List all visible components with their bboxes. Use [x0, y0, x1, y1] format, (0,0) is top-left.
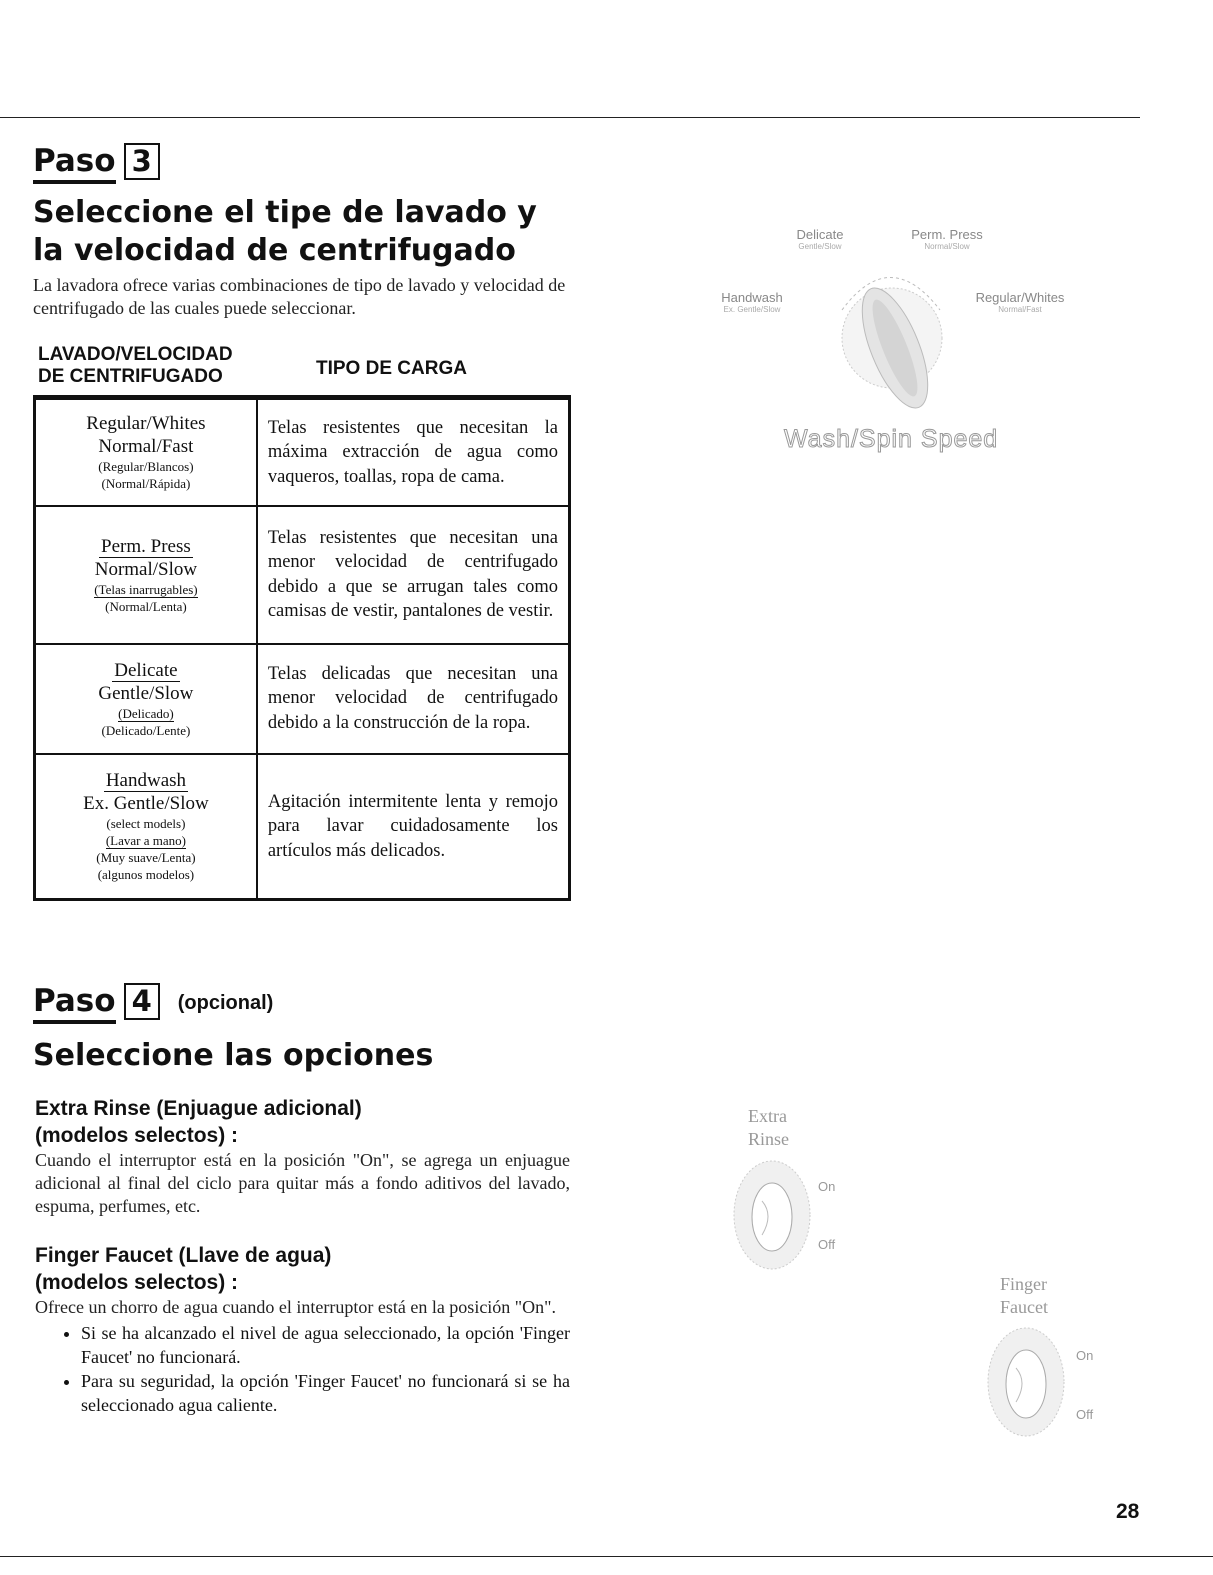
dial-label-handwash [702, 291, 802, 314]
cycle-translation: (Lavar a mano) [105, 833, 186, 849]
step3-intro: La lavadora ofrece varias combinaciones de tipo de lavado y velocidad de centrifugado de las cuales puede seleccionar. [33, 275, 566, 318]
step4-heading [33, 983, 273, 1024]
dial-delicate-sub: Gentle/Slow [798, 242, 842, 251]
step4-number-box: 4 [124, 983, 160, 1020]
dial-regular-sub: Normal/Fast [998, 305, 1042, 314]
finger-faucet-switch-label [1000, 1273, 1048, 1319]
extra-rinse-section [35, 1095, 570, 1218]
cycle-models-note: (select models) [106, 816, 186, 832]
cycle-translation: (Regular/Blancos) [98, 459, 194, 475]
bottom-rule [0, 1556, 1213, 1557]
table-row [35, 754, 570, 900]
finger-faucet-bullets [35, 1321, 570, 1417]
step3-title [33, 194, 593, 270]
table-row [35, 644, 570, 754]
dial-regular-text: Regular/Whites [975, 290, 1065, 305]
finger-faucet-label-l1: Finger [1000, 1274, 1047, 1294]
finger-faucet-on-label: On [1076, 1348, 1094, 1363]
extra-rinse-heading: Extra Rinse (Enjuague adicional) [35, 1097, 362, 1120]
extra-rinse-switch-icon[interactable] [728, 1155, 818, 1275]
cycle-translation: (Telas inarrugables) [94, 581, 198, 597]
extra-rinse-on-label: On [818, 1179, 836, 1194]
cycle-translation: (Delicado) [118, 705, 174, 721]
finger-faucet-subheading: (modelos selectos) : [35, 1271, 239, 1294]
step3-paso-label: Paso [33, 143, 116, 184]
cycle-speed: Normal/Slow [94, 558, 198, 580]
cycle-name: Handwash [105, 770, 187, 792]
step3-heading [33, 143, 160, 184]
cycle-speed-translation: (Normal/Lenta) [105, 598, 187, 614]
cycle-cell [35, 644, 257, 754]
extra-rinse-body: Cuando el interruptor está en la posición "On", se agrega un enjuague adicional al final del ciclo para quitar más a fondo aditivos del lavado, espuma, perfumes, etc. [35, 1150, 570, 1216]
cycle-cell [35, 754, 257, 900]
step3-title-line1: Seleccione el tipe de lavado y [33, 195, 537, 230]
load-description: Telas resistentes que necesitan la máxima extracción de agua como vaqueros, toallas, ropa de cama. [257, 398, 570, 506]
finger-faucet-label-l2: Faucet [1000, 1297, 1048, 1317]
list-item: • Para su seguridad, la opción 'Finger Faucet' no funcionará si se ha seleccionado agua caliente. [81, 1369, 570, 1417]
col-head-wash-line1: LAVADO/VELOCIDAD [38, 344, 233, 365]
dial-handwash-sub: Ex. Gentle/Slow [723, 305, 781, 314]
cycle-speed: Ex. Gentle/Slow [83, 793, 209, 815]
table-row [35, 506, 570, 644]
cycle-speed-translation: (Normal/Rápida) [101, 476, 191, 492]
col-head-load-type: TIPO DE CARGA [316, 358, 467, 379]
extra-rinse-subheading: (modelos selectos) : [35, 1124, 239, 1147]
step4-title-text: Seleccione las opciones [33, 1038, 434, 1073]
cycle-name: Regular/Whites [86, 413, 206, 435]
cycle-cell [35, 506, 257, 644]
page-number: 28 [1116, 1500, 1140, 1523]
dial-label-perm-press [892, 228, 1002, 251]
load-description: Agitación intermitente lenta y remojo para lavar cuidadosamente los artículos más delicados. [257, 754, 570, 900]
wash-speed-table [33, 395, 571, 901]
dial-label-delicate [770, 228, 870, 251]
step4-optional: (opcional) [177, 991, 274, 1014]
dial-perm-text: Perm. Press [911, 227, 983, 242]
cycle-cell [35, 398, 257, 506]
cycle-models-translation: (algunos modelos) [97, 867, 195, 883]
dial-delicate-text: Delicate [796, 227, 844, 242]
cycle-speed-translation: (Muy suave/Lenta) [96, 850, 196, 866]
load-description: Telas delicadas que necesitan una menor velocidad de centrifugado debido a la construcción de la ropa. [257, 644, 570, 754]
finger-faucet-switch-icon[interactable] [982, 1322, 1072, 1442]
wash-spin-knob-icon[interactable] [800, 250, 980, 420]
extra-rinse-off-label: Off [818, 1237, 836, 1252]
cycle-speed-translation: (Delicado/Lente) [101, 722, 191, 738]
dial-title: Wash/Spin Speed [784, 425, 999, 453]
finger-faucet-body: Ofrece un chorro de agua cuando el interruptor está en la posición "On". [35, 1297, 556, 1317]
extra-rinse-label-l2: Rinse [748, 1129, 790, 1149]
list-item: • Si se ha alcanzado el nivel de agua seleccionado, la opción 'Finger Faucet' no funcionará. [81, 1321, 570, 1369]
col-head-wash-line2: DE CENTRIFUGADO [38, 366, 223, 387]
load-description: Telas resistentes que necesitan una menor velocidad de centrifugado debido a que se arrugan tales como camisas de vestir, pantalones de vestir. [257, 506, 570, 644]
finger-faucet-off-label: Off [1076, 1407, 1094, 1422]
col-head-wash-speed [38, 344, 233, 388]
cycle-name: Perm. Press [101, 535, 191, 557]
finger-faucet-heading: Finger Faucet (Llave de agua) [35, 1244, 332, 1267]
dial-handwash-text: Handwash [721, 290, 783, 305]
dial-perm-sub: Normal/Slow [924, 242, 970, 251]
extra-rinse-switch-label [748, 1105, 789, 1151]
step4-paso-label: Paso [33, 983, 116, 1024]
extra-rinse-label-l1: Extra [748, 1106, 787, 1126]
cycle-name: Delicate [114, 659, 178, 681]
step3-title-line2: la velocidad de centrifugado [33, 233, 516, 268]
cycle-speed: Normal/Fast [98, 436, 194, 458]
finger-faucet-section [35, 1242, 570, 1417]
cycle-speed: Gentle/Slow [98, 682, 194, 704]
step3-number-box: 3 [124, 143, 160, 180]
top-rule [0, 117, 1140, 118]
step4-title [33, 1037, 633, 1075]
table-row [35, 398, 570, 506]
